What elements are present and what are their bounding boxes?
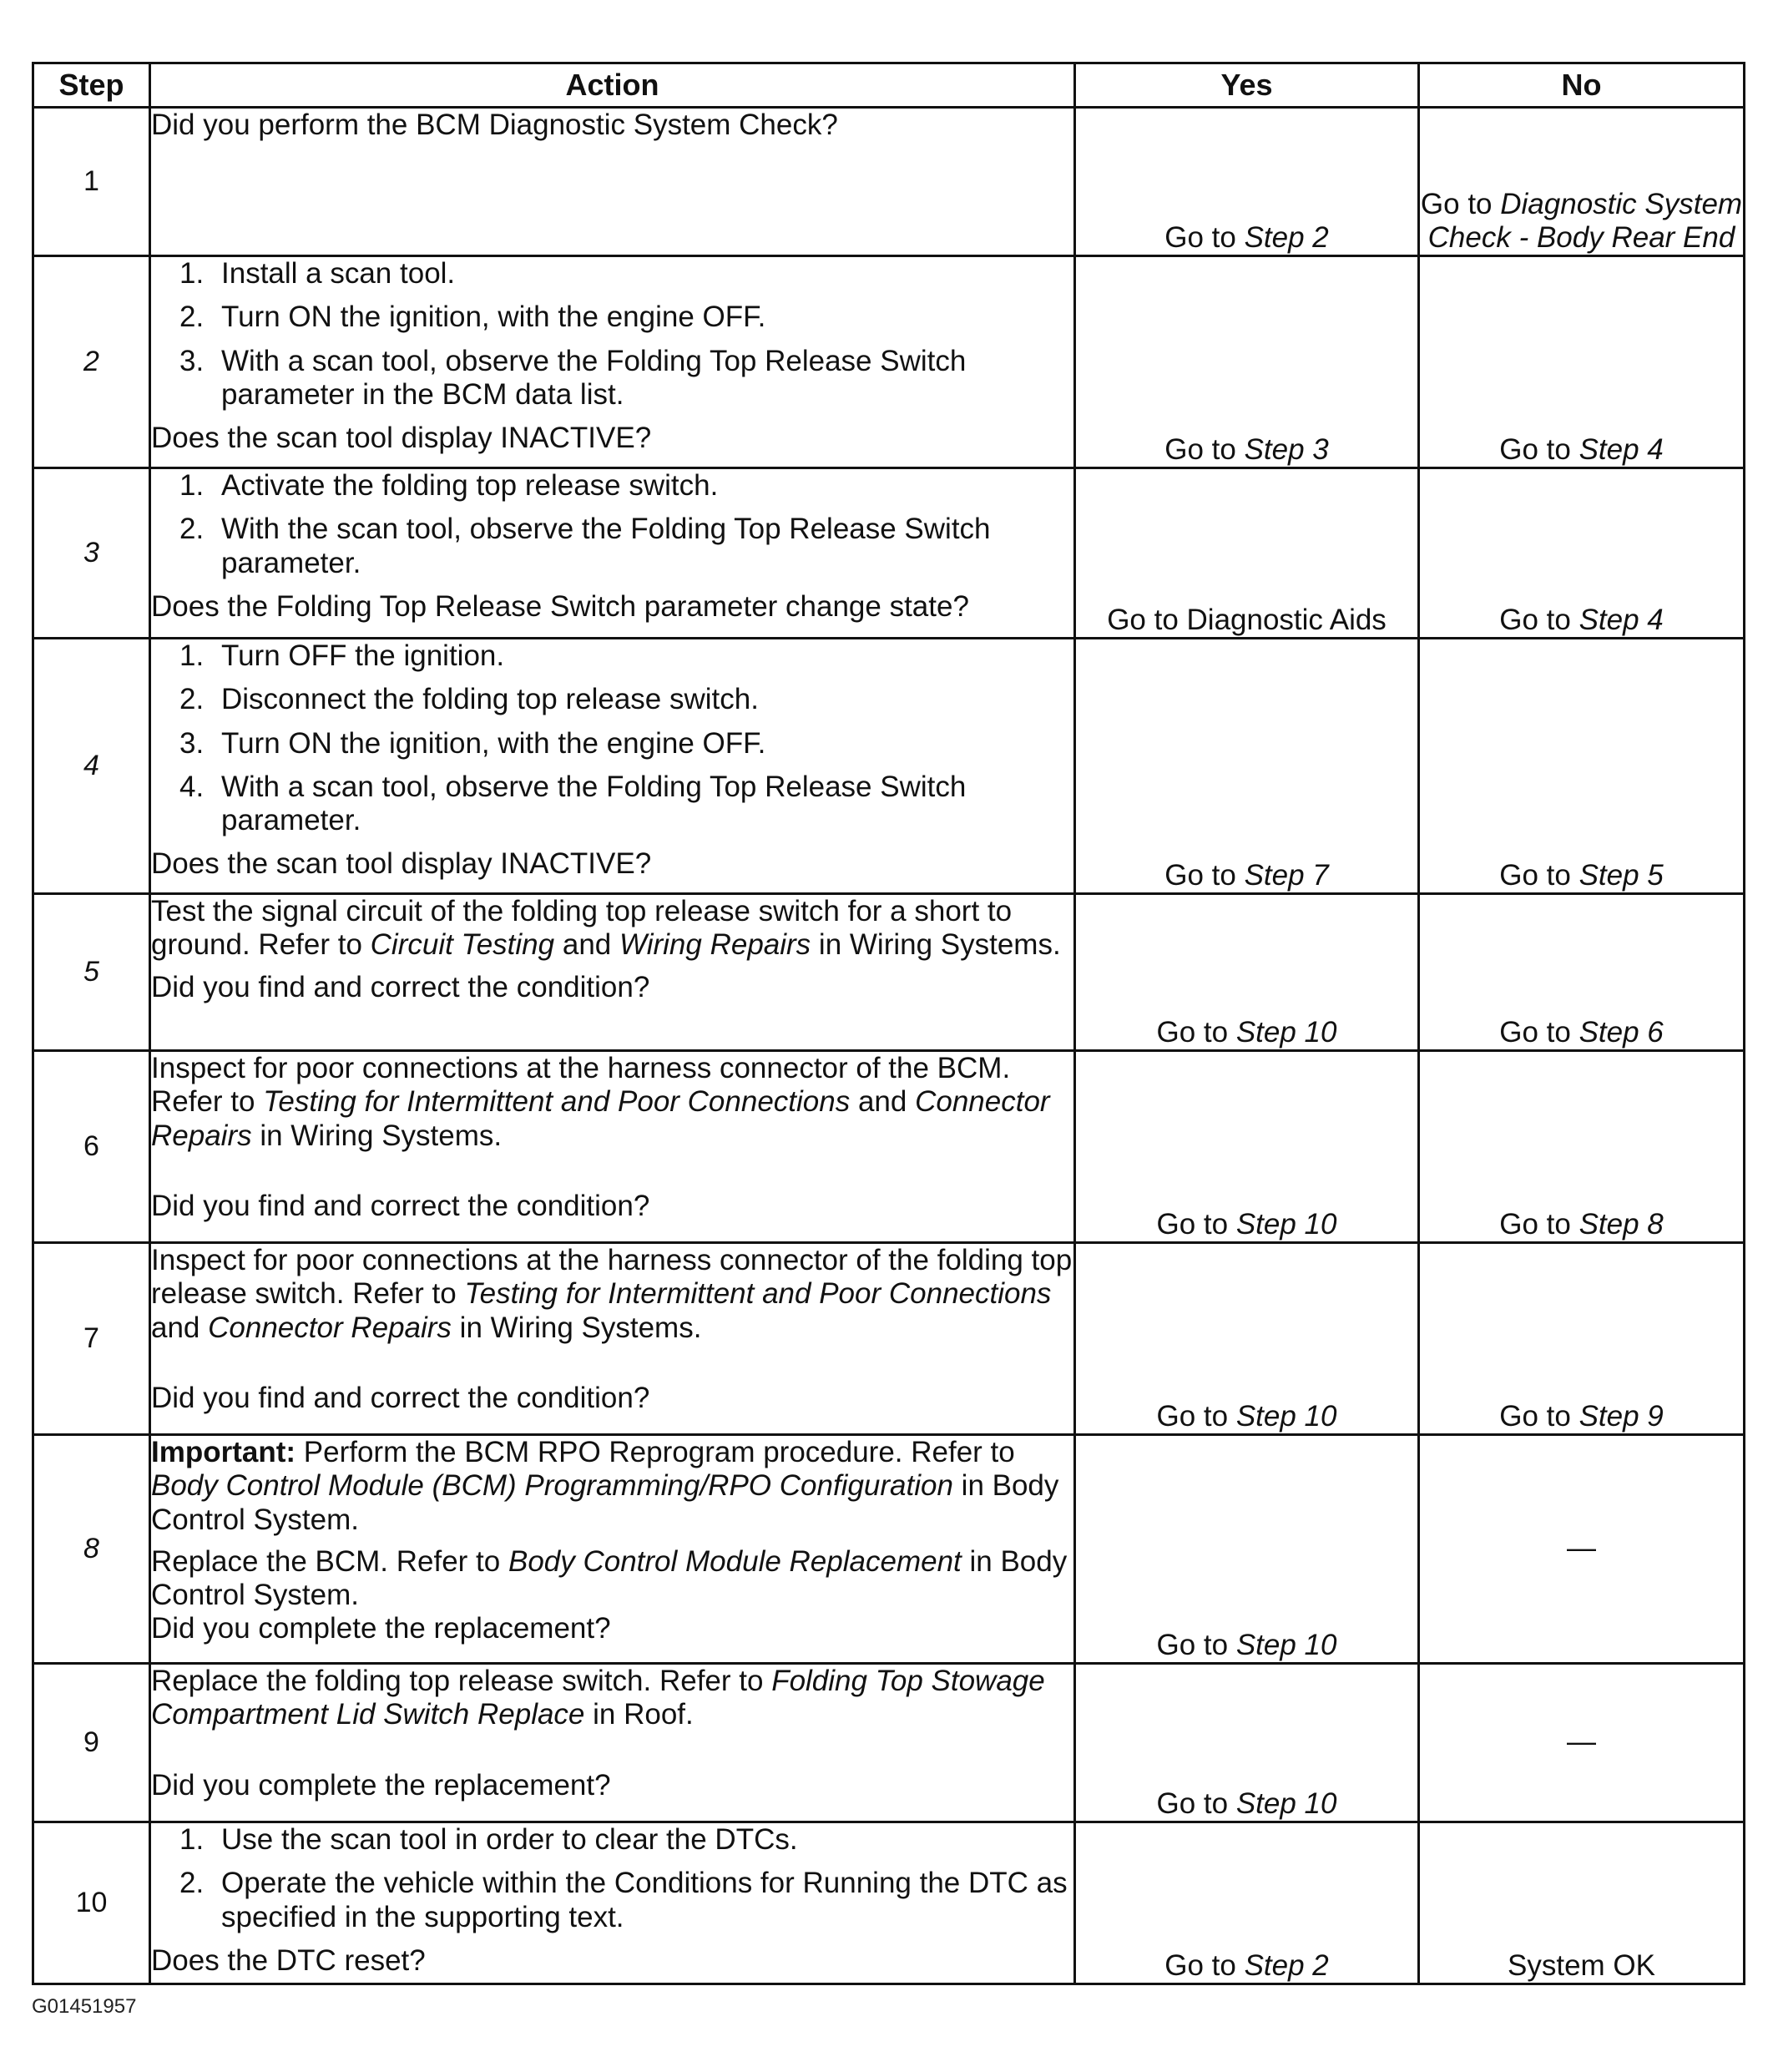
step-number: 8 — [33, 1435, 150, 1664]
yes-cell: Go to Step 2 — [1075, 108, 1419, 256]
list-item: 2. Operate the vehicle within the Conditions for Running the DTC as specified in the supporting text. — [179, 1867, 1068, 1933]
list-item: 1. Activate the folding top release switch. — [179, 469, 719, 502]
procedure-list — [151, 1823, 1073, 1934]
instruction-text: Replace the BCM. Refer to Body Control Module Replacement in Body Control System. — [151, 1544, 1068, 1611]
list-item: 2. Turn ON the ignition, with the engine OFF. — [179, 301, 766, 334]
question-text: Does the scan tool display INACTIVE? — [151, 847, 652, 881]
step-number: 2 — [33, 256, 150, 468]
action-cell — [150, 1051, 1075, 1243]
header-yes: Yes — [1075, 63, 1419, 108]
header-step: Step — [33, 63, 150, 108]
yes-cell: Go to Step 10 — [1075, 1664, 1419, 1822]
table-row — [33, 1664, 1745, 1822]
diagnostic-table — [32, 62, 1745, 1985]
list-item: 3. With a scan tool, observe the Folding Top Release Switch parameter in the BCM data list. — [179, 344, 967, 411]
action-cell — [150, 639, 1075, 894]
table-row — [33, 1822, 1745, 1984]
step-number: 1 — [33, 108, 150, 256]
no-cell: Go to Step 8 — [1419, 1051, 1745, 1243]
table-row — [33, 108, 1745, 256]
question-text: Does the DTC reset? — [151, 1943, 426, 1977]
question-text: Does the Folding Top Release Switch parameter change state? — [151, 589, 969, 623]
header-row — [33, 63, 1745, 108]
question-text: Did you complete the replacement? — [151, 1612, 611, 1645]
list-item: 3. Turn ON the ignition, with the engine OFF. — [179, 726, 766, 760]
table-row — [33, 1435, 1745, 1664]
procedure-list — [151, 639, 1073, 837]
question-text: Did you find and correct the condition? — [151, 1189, 650, 1222]
action-cell — [150, 894, 1075, 1051]
header-no: No — [1419, 63, 1745, 108]
question-text: Did you complete the replacement? — [151, 1768, 611, 1802]
no-cell: Go to Step 9 — [1419, 1243, 1745, 1435]
instruction-text: Test the signal circuit of the folding top release switch for a short to ground. Refer to Circuit Testing and Wiring Repairs in Wiring Systems. — [151, 895, 1061, 962]
yes-cell: Go to Diagnostic Aids — [1075, 468, 1419, 639]
list-item: 1. Use the scan tool in order to clear the DTCs. — [179, 1823, 798, 1856]
no-cell: — — [1419, 1435, 1745, 1664]
no-cell: Go to Step 6 — [1419, 894, 1745, 1051]
table-row — [33, 639, 1745, 894]
list-item: 2. Disconnect the folding top release switch. — [179, 683, 759, 716]
step-number: 7 — [33, 1243, 150, 1435]
table-row — [33, 894, 1745, 1051]
yes-cell: Go to Step 10 — [1075, 1051, 1419, 1243]
question-text: Did you perform the BCM Diagnostic System Check? — [151, 109, 838, 141]
action-cell — [150, 1822, 1075, 1984]
instruction-text: Replace the folding top release switch. Refer to Folding Top Stowage Compartment Lid Switch Replace in Roof. — [151, 1665, 1045, 1731]
no-cell: Go to Step 4 — [1419, 468, 1745, 639]
yes-cell: Go to Step 3 — [1075, 256, 1419, 468]
yes-cell: Go to Step 10 — [1075, 1435, 1419, 1664]
table-row — [33, 256, 1745, 468]
no-cell: — — [1419, 1664, 1745, 1822]
action-cell — [150, 1243, 1075, 1435]
important-note: Important: Perform the BCM RPO Reprogram procedure. Refer to Body Control Module (BCM) Programming/RPO Configuration in Body Control System. — [151, 1436, 1059, 1536]
table-row — [33, 468, 1745, 639]
instruction-text: Inspect for poor connections at the harness connector of the folding top release switch. Refer to Testing for Intermittent and Poor Connections and Connector Repairs in Wiring Systems. — [151, 1244, 1073, 1344]
table-row — [33, 1051, 1745, 1243]
list-item: 4. With a scan tool, observe the Folding Top Release Switch parameter. — [179, 770, 967, 836]
step-number: 9 — [33, 1664, 150, 1822]
action-cell — [150, 256, 1075, 468]
question-text: Did you find and correct the condition? — [151, 970, 650, 1003]
action-cell — [150, 1664, 1075, 1822]
list-item: 1. Turn OFF the ignition. — [179, 639, 505, 672]
step-number: 3 — [33, 468, 150, 639]
question-text: Does the scan tool display INACTIVE? — [151, 422, 652, 454]
table-row — [33, 1243, 1745, 1435]
question-text: Did you find and correct the condition? — [151, 1381, 650, 1414]
instruction-text: Inspect for poor connections at the harness connector of the BCM. Refer to Testing for Intermittent and Poor Connections and Connector Repairs in Wiring Systems. — [151, 1052, 1050, 1152]
no-cell: Go to Step 5 — [1419, 639, 1745, 894]
action-cell — [150, 468, 1075, 639]
yes-cell: Go to Step 7 — [1075, 639, 1419, 894]
list-item: 2. With the scan tool, observe the Folding Top Release Switch parameter. — [179, 513, 991, 579]
yes-cell: Go to Step 10 — [1075, 894, 1419, 1051]
no-cell: System OK — [1419, 1822, 1745, 1984]
step-number: 5 — [33, 894, 150, 1051]
step-number: 10 — [33, 1822, 150, 1984]
action-cell — [150, 108, 1075, 256]
procedure-list — [151, 257, 1073, 412]
step-number: 4 — [33, 639, 150, 894]
figure-code: G01451957 — [32, 1995, 137, 2018]
step-number: 6 — [33, 1051, 150, 1243]
list-item: 1. Install a scan tool. — [179, 257, 456, 290]
action-cell — [150, 1435, 1075, 1664]
yes-cell: Go to Step 2 — [1075, 1822, 1419, 1984]
header-action: Action — [150, 63, 1075, 108]
procedure-list — [151, 469, 1073, 580]
no-cell: Go to Diagnostic System Check - Body Rear End — [1419, 108, 1745, 256]
yes-cell: Go to Step 10 — [1075, 1243, 1419, 1435]
no-cell: Go to Step 4 — [1419, 256, 1745, 468]
